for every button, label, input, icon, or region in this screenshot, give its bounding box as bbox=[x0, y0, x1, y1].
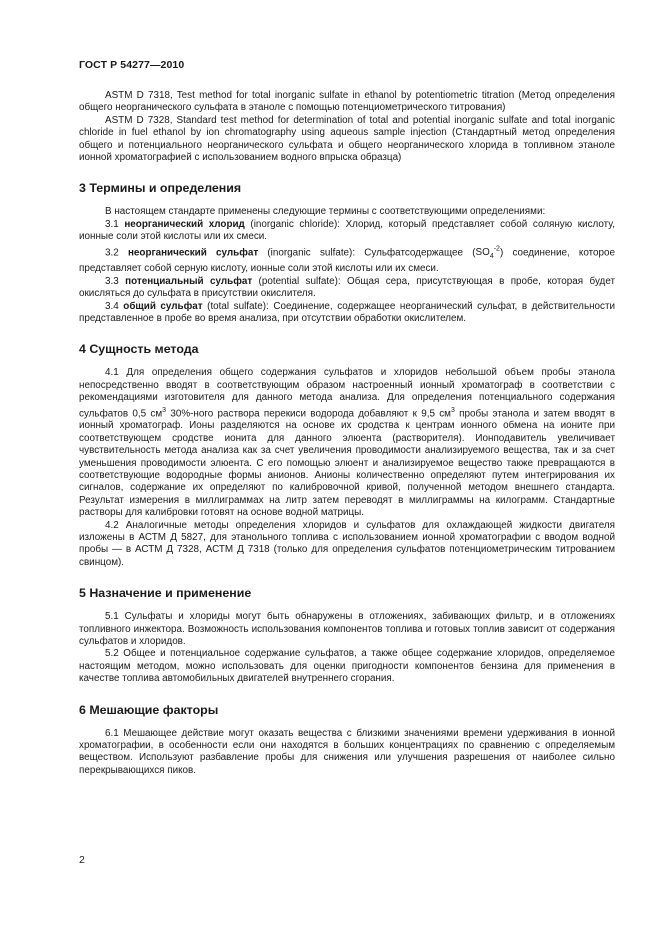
term-3-4 bbox=[79, 301, 615, 326]
term-name: неорганический хлорид bbox=[124, 218, 245, 230]
term-name: потенциальный сульфат bbox=[125, 275, 253, 287]
term-name: неорганический сульфат bbox=[127, 246, 259, 258]
reference-astm-d7328: ASTM D 7328, Standard test method for determination of total and potential inorganic sulfate and total inorganic chloride in fuel ethanol by ion chromatography using aqueous sample injection (Стандартный метод определения общего и потенциального неорганического сульфата и общего неорганического хлорида в топливном этаноле ионной хроматографией с использованием водного впрыска образца) bbox=[79, 114, 615, 164]
paragraph-4-2: 4.2 Аналогичные методы определения хлоридов и сульфатов для охлаждающей жидкости двигателя изложены в АСТМ Д 5827, для этанольного топлива с использованием ионной хроматографии с вводом водной пробы — в АСТМ Д 7328, АСТМ Д 7318 (только для определения сульфатов потенциометрическим титрованием свинцом). bbox=[79, 519, 615, 568]
page-content bbox=[79, 90, 615, 777]
section-3-intro: В настоящем стандарте применены следующие термины с соответствующими определениями: bbox=[105, 206, 546, 218]
section-4-heading: 4 Сущность метода bbox=[79, 342, 199, 357]
term-3-3 bbox=[79, 276, 615, 301]
paragraph-5-1: 5.1 Сульфаты и хлориды могут быть обнаружены в отложениях, забивающих фильтр, и в отложениях топливного инжектора. Возможность использования компонентов топлива и готовых топлив зависит от содержания сульфатов и хлоридов. bbox=[79, 611, 615, 647]
term-definition: (inorganic chloride): Хлорид, который представляет собой соляную кислоту, ионные соли этой кислоты или их смеси. bbox=[79, 218, 615, 243]
section-6-heading: 6 Мешающие факторы bbox=[79, 702, 219, 717]
term-definition: (potential sulfate): Общая сера, присутствующая в пробе, которая будет окисляться до сульфата в присутствии окислителя. bbox=[79, 275, 616, 300]
section-3-heading: 3 Термины и определения bbox=[79, 181, 242, 196]
paragraph-5-2: 5.2 Общее и потенциальное содержание сульфатов, а также общее содержание хлоридов, определяемое настоящим методом, можно использовать для оценки пригодности компонентов бензина для применения в качестве топлива автомобильных двигателей внутреннего сгорания. bbox=[79, 648, 615, 685]
section-5-heading: 5 Назначение и применение bbox=[79, 586, 252, 601]
term-definition: (total sulfate): Соединение, содержащее неорганический сульфат, в действительности представленное в пробе во время анализа, при отсутствии обработки окислителем. bbox=[79, 300, 616, 324]
paragraph-6-1: 6.1 Мешающее действие могут оказать вещества с близкими значениями времени удерживания в ионной хроматографии, в особенности если они находятся в больших концентрациях по сравнению с определяемым веществом. Используют разбавление пробы для снижения или улучшения разрешения от наиболее сильно перекрывающихся пиков. bbox=[79, 727, 615, 776]
standard-code-header: ГОСТ Р 54277—2010 bbox=[79, 59, 185, 71]
term-number: 3.3 bbox=[105, 275, 119, 287]
term-definition-part-b: ) соединение, которое представляет собой серную кислоту, ионные соли этой кислоты или их смеси. bbox=[79, 246, 615, 275]
term-number: 3.1 bbox=[105, 218, 119, 230]
term-number: 3.2 bbox=[105, 246, 119, 258]
term-number: 3.4 bbox=[105, 300, 119, 312]
term-3-2 bbox=[79, 244, 615, 276]
reference-astm-d7318: ASTM D 7318, Test method for total inorganic sulfate in ethanol by potentiometric titration (Метод определения общего неорганического сульфата в этаноле с помощью потенциометрического титрования) bbox=[79, 90, 615, 114]
sulfate-formula: $SO_4^{-2}$ bbox=[475, 245, 500, 260]
term-3-1 bbox=[79, 219, 615, 244]
page-number: 2 bbox=[79, 854, 85, 866]
term-definition-part-a: (inorganic sulfate): Сульфатсодержащее ( bbox=[258, 246, 476, 258]
term-name: общий сульфат bbox=[123, 300, 203, 312]
paragraph-4-1: 4.1 Для определения общего содержания сульфатов и хлоридов небольшой объем пробы этанола непосредственно вводят в соответствующим образом настроенный ионный хроматограф в соответствии с рекомендациями изготовителя для данного метода анализа. Для определения потенциального содержания сульфатов 0,5 $см^3$ 30%-ного раствора перекиси водорода добавляют к 9,5 $см^3$ пробы этанола и затем вводят в ионный хроматограф. Ионы разделяются на основе их сродства к центрам ионного обмена на ионите при соответствующем сродстве ионита для данного элюента (растворителя). Ионподавитель увеличивает чувствительность метода анализа как за счет увеличения проводимости анализируемого вещества, так и за счет уменьшения проводимости элюента. С его помощью элюент и анализируемое вещество также превращаются в соответствующие водородные формы анионов. Анионы количественно определяют путем интегрирования их сигналов, содержание их определяют по калибровочной кривой, полученной методом внешнего стандарта. Результат измерения в миллиграммах на литр затем переводят в миллиграммы на килограмм. Стандартные растворы для калибровки готовят на основе водной матрицы. bbox=[79, 367, 615, 519]
